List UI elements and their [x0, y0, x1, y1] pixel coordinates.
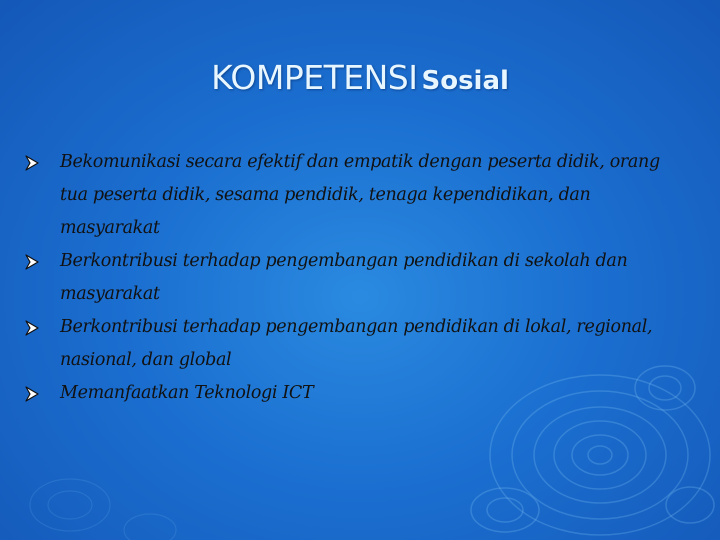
- title-sub: Sosial: [421, 66, 509, 96]
- arrow-bullet-icon: [24, 320, 40, 336]
- bullet-text: Bekomunikasi secara efektif dan empatik dengan peserta didik, orang tua peserta didik, sesama pendidik, tenaga kependidikan, dan masyarakat: [60, 152, 660, 238]
- bullet-text: Berkontribusi terhadap pengembangan pendidikan di lokal, regional, nasional, dan global: [60, 317, 653, 370]
- bullet-text: Memanfaatkan Teknologi ICT: [60, 383, 314, 403]
- bullet-item: [24, 377, 674, 410]
- title-main: KOMPETENSI: [211, 58, 418, 97]
- bullet-item: [24, 146, 674, 245]
- arrow-bullet-icon: [24, 155, 40, 171]
- bullet-item: [24, 245, 674, 311]
- arrow-bullet-icon: [24, 254, 40, 270]
- arrow-bullet-icon: [24, 386, 40, 402]
- bullet-list: [24, 146, 674, 410]
- bullet-text: Berkontribusi terhadap pengembangan pendidikan di sekolah dan masyarakat: [60, 251, 628, 304]
- bullet-item: [24, 311, 674, 377]
- slide-title: [0, 58, 720, 97]
